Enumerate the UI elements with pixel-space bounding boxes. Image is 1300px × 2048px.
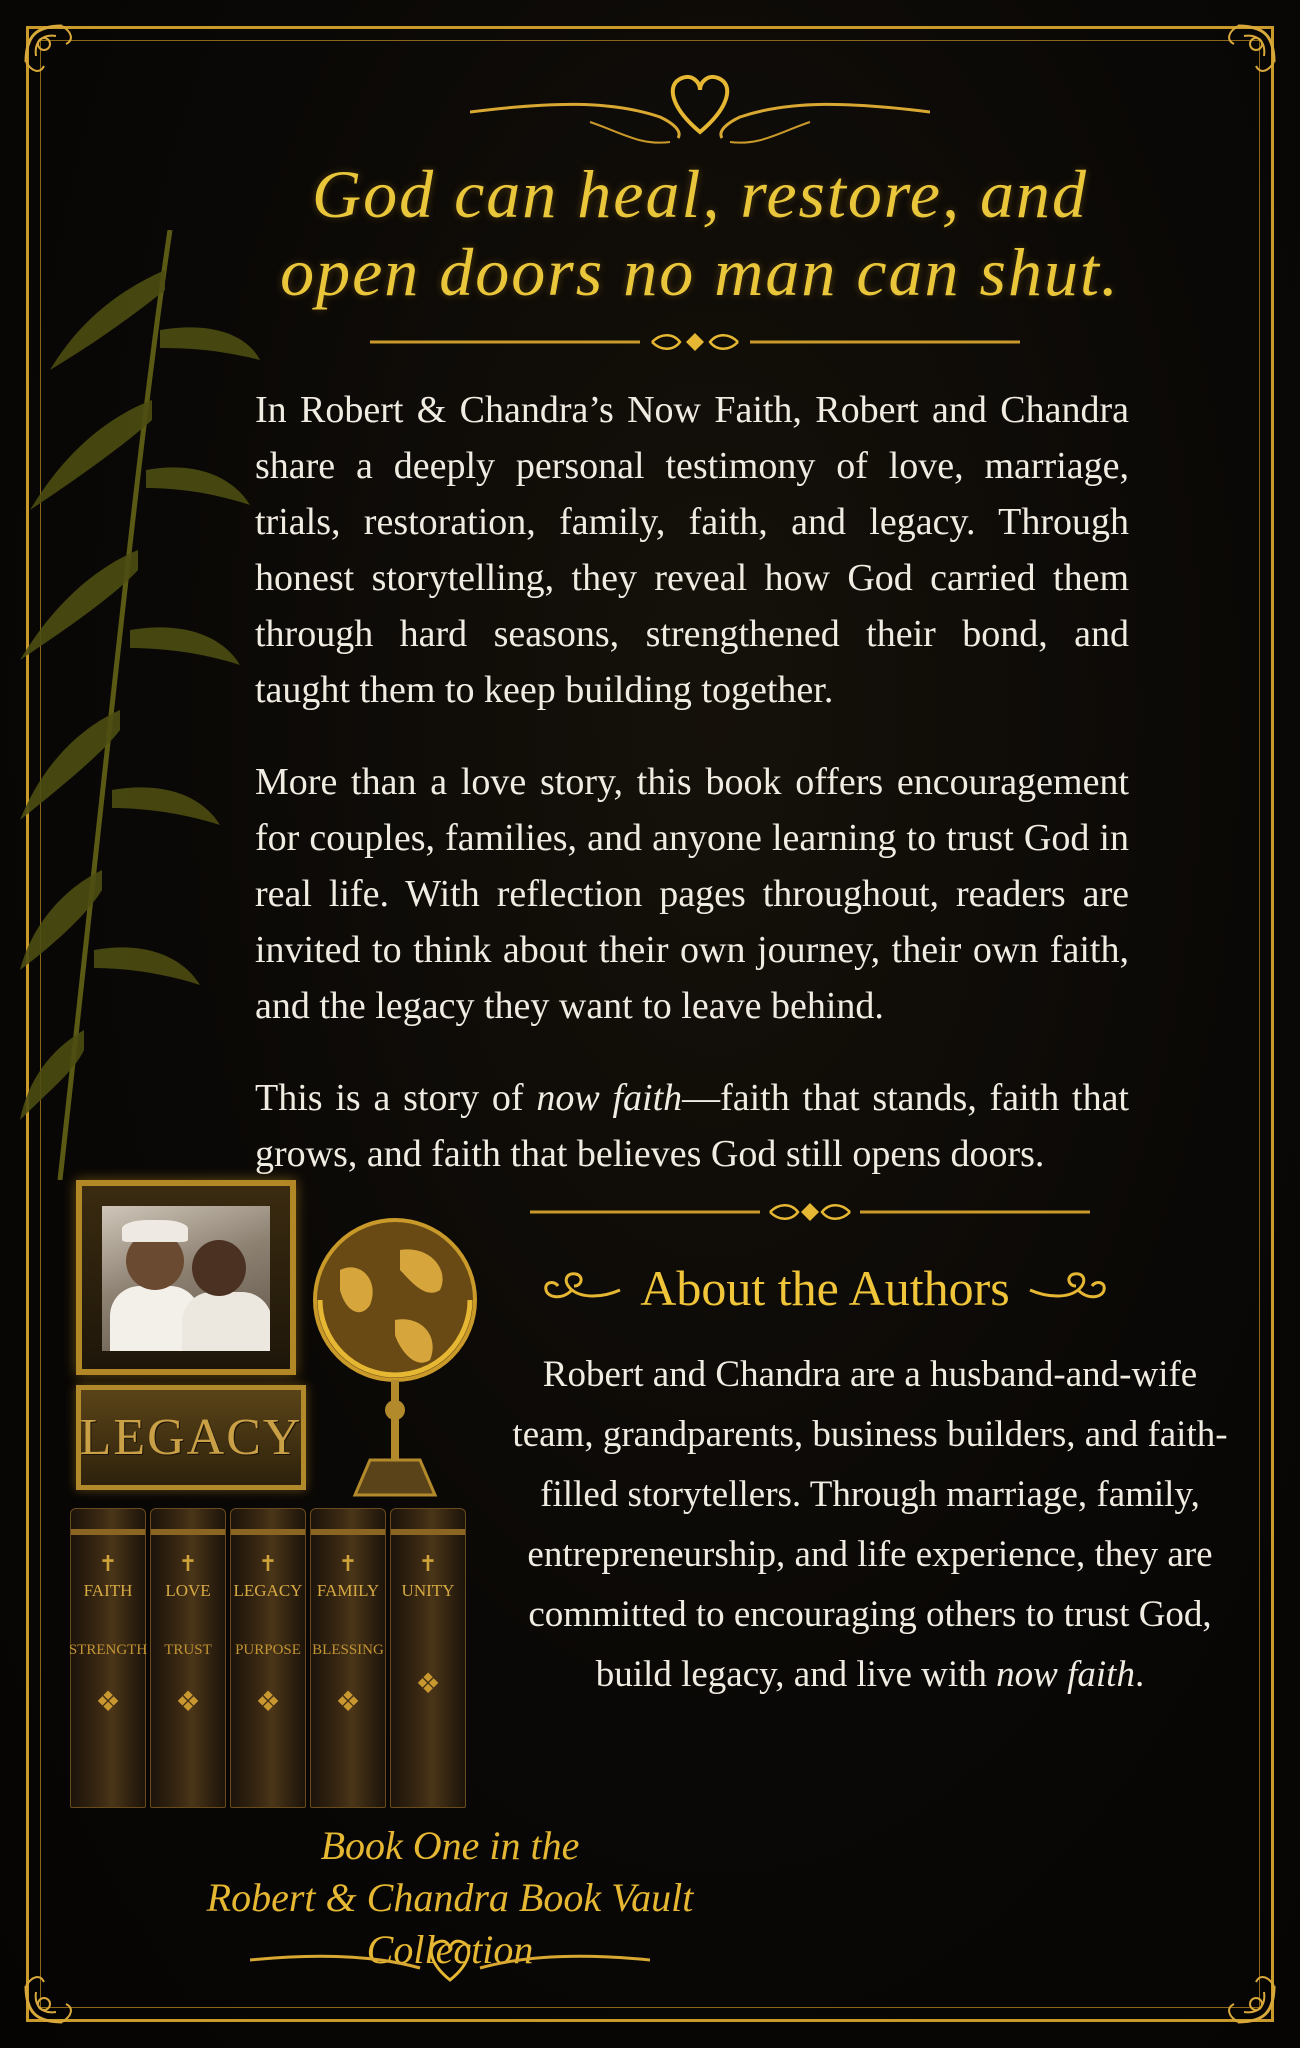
book-spine-label: LOVE	[165, 1581, 211, 1600]
swirl-icon	[1028, 1268, 1108, 1308]
heart-ornament-icon	[250, 1930, 650, 1990]
headline: God can heal, restore, and open doors no man can shut.	[280, 156, 1120, 310]
book-description	[255, 382, 1129, 1218]
now-faith-emphasis: now faith	[996, 1654, 1135, 1695]
diamond-ornament-icon: ❖	[335, 1687, 361, 1718]
cross-icon: ✝	[418, 1551, 438, 1576]
corner-flourish-icon	[1208, 22, 1278, 92]
authors-photo-frame	[76, 1180, 296, 1375]
series-line-2: Robert & Chandra Book Vault Collection	[206, 1875, 694, 1972]
diamond-ornament-icon: ❖	[255, 1687, 281, 1718]
diamond-ornament-icon: ❖	[95, 1687, 121, 1718]
description-paragraph: More than a love story, this book offers encouragement for couples, families, and anyone learning to trust God in real life. With reflection pages throughout, readers are invited to think about their own journey, their own faith, and the legacy they want to leave behind.	[255, 761, 1129, 1027]
diamond-ornament-icon: ❖	[415, 1669, 441, 1700]
now-faith-emphasis: now faith	[536, 1077, 683, 1119]
book-spine-label: FAITH	[83, 1581, 133, 1600]
series-line-1: Book One in the	[320, 1823, 580, 1868]
cross-icon: ✝	[338, 1551, 358, 1576]
cross-icon: ✝	[178, 1551, 198, 1576]
diamond-ornament-icon: ❖	[175, 1687, 201, 1718]
fleuron-divider-icon	[370, 330, 1020, 354]
book-spine-label: UNITY	[401, 1581, 455, 1600]
authors-heading	[530, 1258, 1120, 1318]
fleuron-divider-icon	[530, 1200, 1090, 1224]
legacy-plaque-text: LEGACY	[79, 1409, 303, 1466]
palm-leaf-icon	[20, 230, 260, 1180]
book-spine-sublabel: TRUST	[164, 1642, 212, 1658]
book-spine	[310, 1508, 386, 1808]
corner-flourish-icon	[22, 1956, 92, 2026]
swirl-icon	[542, 1268, 622, 1308]
book-spine-label: LEGACY	[233, 1581, 303, 1600]
book-spine	[230, 1508, 306, 1808]
authors-title: About the Authors	[640, 1260, 1010, 1316]
description-paragraph: This is a story of now faith—faith that stands, faith that grows, and faith that believes God still opens doors.	[255, 1077, 1129, 1175]
authors-photo	[102, 1206, 270, 1351]
book-spine-sublabel: PURPOSE	[235, 1642, 301, 1658]
book-spine	[390, 1508, 466, 1808]
corner-flourish-icon	[1208, 1956, 1278, 2026]
globe-icon	[300, 1210, 490, 1510]
book-spine-sublabel: BLESSING	[312, 1642, 384, 1658]
book-spine-sublabel: STRENGTH	[68, 1642, 148, 1658]
authors-bio: Robert and Chandra are a husband-and-wife team, grandparents, business builders, and faith-filled storytellers. Through marriage, family, entrepreneurship, and life experience, they are committed to encouraging others to trust God, build legacy, and live with now faith.	[512, 1354, 1228, 1695]
description-paragraph: In Robert & Chandra’s Now Faith, Robert and Chandra share a deeply personal testimony of love, marriage, trials, restoration, family, faith, and legacy. Through honest storytelling, they reveal how God carried them through hard seasons, strengthened their bond, and taught them to keep building together.	[255, 389, 1129, 711]
cross-icon: ✝	[98, 1551, 118, 1576]
cross-icon: ✝	[258, 1551, 278, 1576]
book-spine	[70, 1508, 146, 1808]
heart-ornament-icon	[470, 62, 930, 152]
corner-flourish-icon	[22, 22, 92, 92]
book-spine-label: FAMILY	[316, 1581, 380, 1600]
book-stack	[70, 1508, 470, 1808]
legacy-plaque	[76, 1385, 306, 1490]
book-spine	[150, 1508, 226, 1808]
